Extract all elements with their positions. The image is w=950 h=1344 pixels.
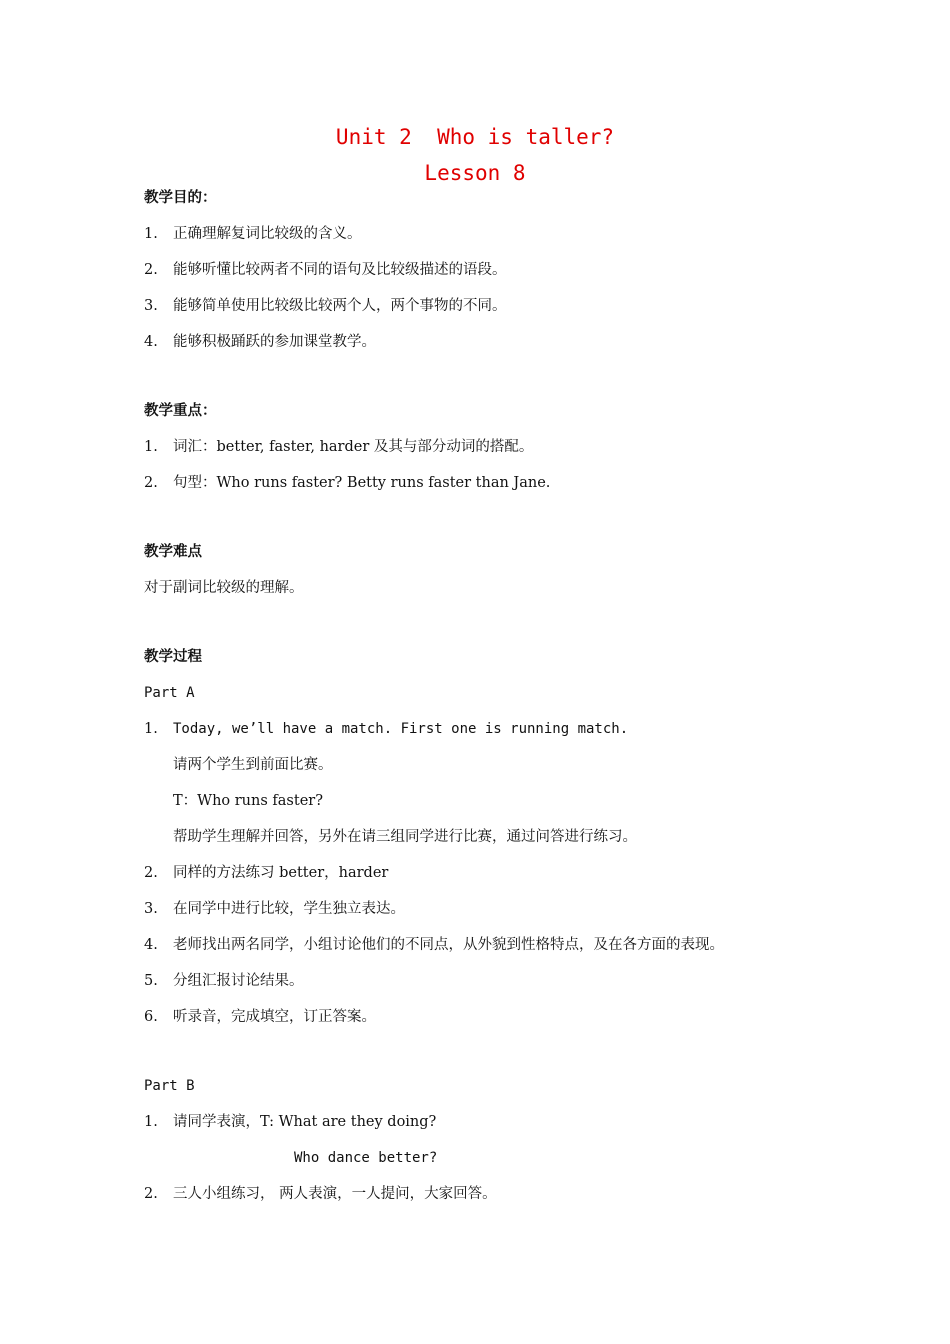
objective-item: 4. 能够积极踊跃的参加课堂教学。 xyxy=(144,334,376,350)
part-a-label: Part A xyxy=(144,685,195,701)
part-a-item: 6. 听录音，完成填空，订正答案。 xyxy=(144,1009,376,1025)
part-a-item: 2. 同样的方法练习 better，harder xyxy=(144,865,389,881)
part-a-item: 4. 老师找出两名同学，小组讨论他们的不同点，从外貌到性格特点，及在各方面的表现。 xyxy=(144,937,724,953)
part-b-item: Who dance better? xyxy=(294,1150,438,1166)
part-a-item: 帮助学生理解并回答，另外在请三组同学进行比赛，通过问答进行练习。 xyxy=(173,829,637,845)
key-point-item: 2. 句型：Who runs faster? Betty runs faster than Jane. xyxy=(144,475,551,491)
difficulty-text: 对于副词比较级的理解。 xyxy=(144,580,304,596)
part-b-item: 1. 请同学表演，T: What are they doing? xyxy=(144,1114,437,1130)
key-points-heading: 教学重点： xyxy=(144,403,217,419)
objective-item: 3. 能够简单使用比较级比较两个人，两个事物的不同。 xyxy=(144,298,507,314)
process-heading: 教学过程 xyxy=(144,649,202,665)
difficulty-heading: 教学难点 xyxy=(144,544,202,560)
part-a-item: 1. Today, we’ll have a match. First one is running match. xyxy=(144,721,629,737)
document-title: Unit 2 Who is taller? xyxy=(335,125,615,149)
objective-item: 1. 正确理解复词比较级的含义。 xyxy=(144,226,362,242)
part-a-item: 3. 在同学中进行比较，学生独立表达。 xyxy=(144,901,405,917)
objective-item: 2. 能够听懂比较两者不同的语句及比较级描述的语段。 xyxy=(144,262,507,278)
part-b-label: Part B xyxy=(144,1078,195,1094)
part-a-item: T：Who runs faster? xyxy=(173,793,323,809)
objectives-heading: 教学目的： xyxy=(144,190,217,206)
key-point-item: 1. 词汇：better, faster, harder 及其与部分动词的搭配。 xyxy=(144,439,534,455)
document-subtitle: Lesson 8 xyxy=(424,161,526,185)
part-a-item: 请两个学生到前面比赛。 xyxy=(173,757,333,773)
part-b-item: 2. 三人小组练习， 两人表演，一人提问，大家回答。 xyxy=(144,1186,497,1202)
part-a-item: 5. 分组汇报讨论结果。 xyxy=(144,973,304,989)
